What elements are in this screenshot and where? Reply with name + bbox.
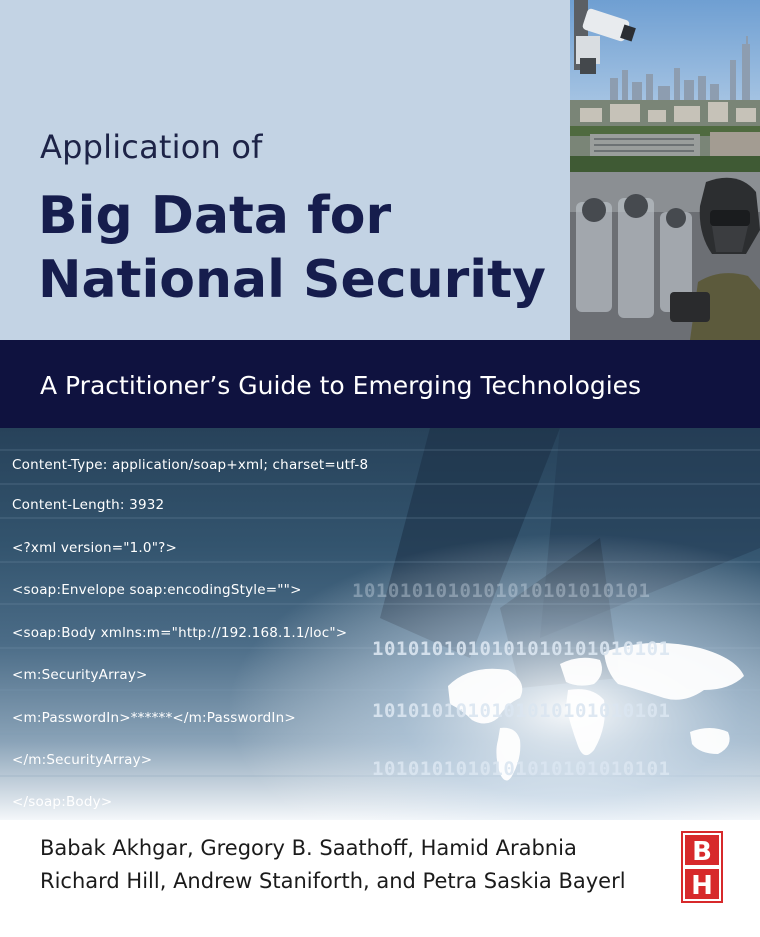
city-photo-illustration bbox=[570, 0, 760, 172]
publisher-logo bbox=[681, 831, 723, 903]
authors-line-2: Richard Hill, Andrew Staniforth, and Petra Saskia Bayerl bbox=[40, 869, 626, 893]
subtitle-band bbox=[0, 340, 760, 428]
main-title bbox=[38, 184, 558, 312]
city-surveillance-photo bbox=[570, 0, 760, 172]
binary-line: 1010101010101010101010101 bbox=[372, 638, 671, 660]
code-map-artwork bbox=[0, 428, 760, 820]
butterworth-heinemann-logo-icon bbox=[681, 831, 723, 903]
title-panel bbox=[0, 0, 570, 340]
pre-title: Application of bbox=[40, 128, 263, 166]
code-line: Content-Length: 3932 bbox=[12, 497, 165, 513]
authors-line-1: Babak Akhgar, Gregory B. Saathoff, Hamid Arabnia bbox=[40, 836, 577, 860]
code-line: </m:SecurityArray> bbox=[12, 752, 153, 768]
main-title-line-2: National Security bbox=[38, 250, 546, 310]
binary-line: 1010101010101010101010101 bbox=[352, 580, 651, 602]
security-photo-illustration bbox=[570, 172, 760, 340]
code-line: <soap:Body xmlns:m="http://192.168.1.1/loc"> bbox=[12, 625, 348, 641]
main-title-line-1: Big Data for bbox=[38, 186, 392, 246]
code-line: </soap:Body> bbox=[12, 794, 113, 810]
code-line: <?xml version="1.0"?> bbox=[12, 540, 177, 556]
authors bbox=[40, 832, 626, 898]
security-officer-photo bbox=[570, 172, 760, 340]
subtitle: A Practitioner’s Guide to Emerging Technologies bbox=[40, 371, 642, 400]
logo-letter-top: B bbox=[692, 837, 712, 867]
code-line: <m:PasswordIn>******</m:PasswordIn> bbox=[12, 710, 296, 726]
binary-line: 1010101010101010101010101 bbox=[372, 758, 671, 780]
code-line: <m:SecurityArray> bbox=[12, 667, 148, 683]
logo-letter-bottom: H bbox=[691, 871, 713, 901]
code-line: Content-Type: application/soap+xml; charset=utf-8 bbox=[12, 457, 369, 473]
code-line: <soap:Envelope soap:encodingStyle=""> bbox=[12, 582, 302, 598]
binary-line: 1010101010101010101010101 bbox=[372, 700, 671, 722]
